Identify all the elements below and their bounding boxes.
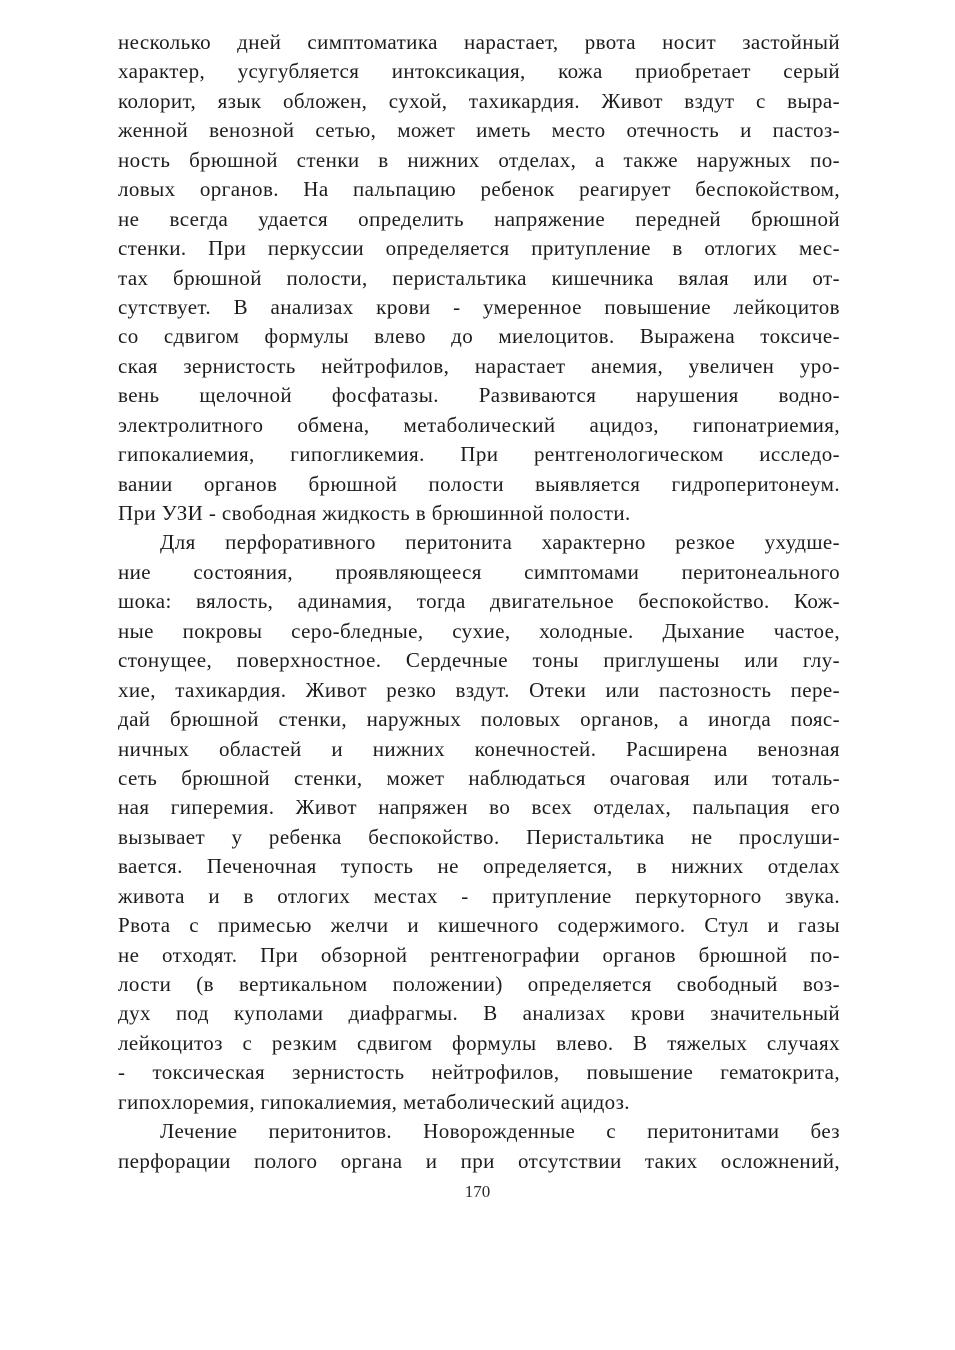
text-line: ничных областей и нижних конечностей. Расширена венозная	[118, 736, 840, 761]
text-line: шока: вялость, адинамия, тогда двигательное беспокойство. Кож-	[118, 589, 840, 614]
text-line: сеть брюшной стенки, может наблюдаться очаговая или тоталь-	[118, 765, 840, 790]
text-line: со сдвигом формулы влево до миелоцитов. Выражена токсиче-	[118, 324, 840, 349]
page-body	[118, 28, 840, 1176]
text-line: женной венозной сетью, может иметь место отечность и пастоз-	[118, 118, 840, 143]
text-line: вается. Печеночная тупость не определяется, в нижних отделах	[118, 854, 840, 879]
text-line: характер, усугубляется интоксикация, кожа приобретает серый	[118, 59, 840, 84]
text-line: несколько дней симптоматика нарастает, рвота носит застойный	[118, 30, 840, 54]
text-line: гипохлоремия, гипокалиемия, метаболический ацидоз.	[118, 1089, 630, 1114]
text-line: стонущее, поверхностное. Сердечные тоны приглушены или глу-	[118, 648, 840, 673]
text-line: стенки. При перкуссии определяется притупление в отлогих мес-	[118, 236, 840, 261]
text-line: сутствует. В анализах крови - умеренное повышение лейкоцитов	[118, 294, 840, 319]
text-line: лейкоцитоз с резким сдвигом формулы влево. В тяжелых случаях	[118, 1030, 840, 1055]
text-line: ловых органов. На пальпацию ребенок реагирует беспокойством,	[118, 177, 840, 202]
text-line: гипокалиемия, гипогликемия. При рентгенологическом исследо-	[118, 442, 840, 467]
text-line: лости (в вертикальном положении) определяется свободный воз-	[118, 972, 840, 996]
text-line: вании органов брюшной полости выявляется гидроперитонеум.	[118, 471, 840, 496]
text-line: вень щелочной фосфатазы. Развиваются нарушения водно-	[118, 383, 840, 408]
text-line: дай брюшной стенки, наружных половых органов, а иногда пояс-	[118, 707, 840, 732]
text-line: ная гиперемия. Живот напряжен во всех отделах, пальпация его	[118, 795, 840, 820]
text-line: Рвота с примесью желчи и кишечного содержимого. Стул и газы	[118, 913, 840, 938]
text-line: ние состояния, проявляющееся симптомами перитонеального	[118, 559, 840, 584]
text-line: колорит, язык обложен, сухой, тахикардия. Живот вздут с выра-	[118, 88, 840, 113]
text-line: При УЗИ - свободная жидкость в брюшинной полости.	[118, 501, 631, 525]
text-line: электролитного обмена, метаболический ацидоз, гипонатриемия,	[118, 412, 840, 437]
text-line: дух под куполами диафрагмы. В анализах крови значительный	[118, 1001, 840, 1026]
text-line: не всегда удается определить напряжение передней брюшной	[118, 206, 840, 231]
text-line: - токсическая зернистость нейтрофилов, повышение гематокрита,	[118, 1060, 840, 1085]
text-line: не отходят. При обзорной рентгенографии органов брюшной по-	[118, 942, 840, 967]
text-line: ные покровы серо-бледные, сухие, холодные. Дыхание частое,	[118, 618, 840, 643]
text-line: Лечение перитонитов. Новорожденные с перитонитами без	[160, 1119, 840, 1144]
paragraph-1	[118, 28, 840, 528]
text-line: Для перфоративного перитонита характерно резкое ухудше-	[160, 530, 840, 555]
text-line: живота и в отлогих местах - притупление перкуторного звука.	[118, 883, 840, 908]
text-line: ность брюшной стенки в нижних отделах, а также наружных по-	[118, 147, 840, 172]
text-line: тах брюшной полости, перистальтика кишечника вялая или от-	[118, 265, 840, 290]
text-line: вызывает у ребенка беспокойство. Перистальтика не прослуши-	[118, 824, 840, 849]
paragraph-2	[118, 528, 840, 1117]
text-line: ская зернистость нейтрофилов, нарастает анемия, увеличен уро-	[118, 353, 840, 378]
text-line: перфорации полого органа и при отсутствии таких осложнений,	[118, 1148, 840, 1173]
text-line: хие, тахикардия. Живот резко вздут. Отеки или пастозность пере-	[118, 677, 840, 702]
paragraph-3	[118, 1117, 840, 1176]
page-number: 170	[464, 1182, 491, 1201]
